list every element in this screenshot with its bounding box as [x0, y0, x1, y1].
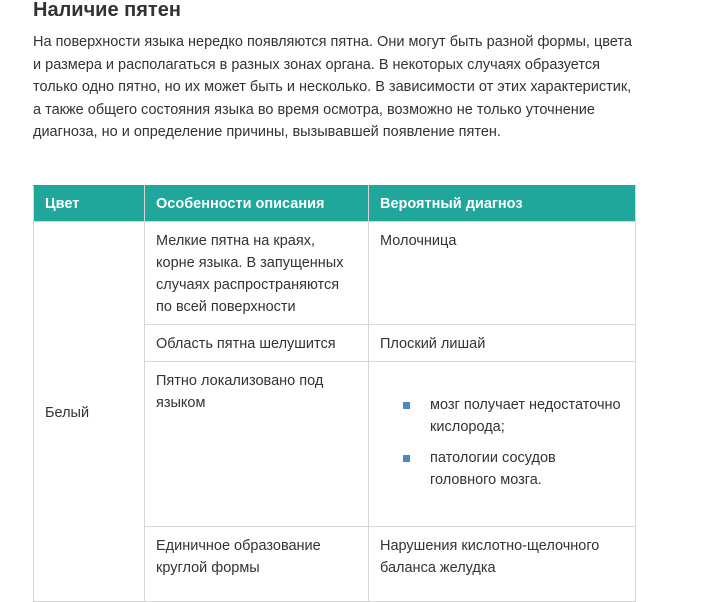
diagnosis-list [380, 394, 624, 491]
diagnosis-cell: Плоский лишай [369, 325, 636, 362]
description-cell: Область пятна шелушится [145, 325, 369, 362]
description-cell: Пятно локализовано под языком [145, 362, 369, 527]
description-cell: Мелкие пятна на краях, корне языка. В запущенных случаях распространяются по всей поверхности [145, 222, 369, 325]
diagnosis-cell: Молочница [369, 222, 636, 325]
list-item-text: мозг получает недостаточно кислорода; [430, 397, 621, 435]
header-description: Особенности описания [145, 186, 369, 222]
list-item-text: патологии сосудов головного мозга. [430, 450, 556, 488]
color-cell: Белый [34, 222, 145, 602]
table-header-row [34, 186, 636, 222]
diagnosis-cell [369, 362, 636, 527]
description-cell: Единичное образование круглой формы [145, 527, 369, 602]
table-row [34, 222, 636, 325]
section-intro: На поверхности языка нередко появляются пятна. Они могут быть разной формы, цвета и размера и располагаться в разных зонах органа. В некоторых случаях образуется только одно пятно, но их может быть и несколько. В зависимости от этих характеристик, а также общего состояния языка во время осмотра, возможно не только уточнение диагноза, но и определение причины, вызывавшей появление пятен. [33, 34, 632, 140]
square-bullet-icon [403, 455, 410, 462]
list-item [430, 394, 624, 438]
section-title: Наличие пятен [33, 0, 181, 21]
list-item [430, 447, 624, 491]
symptom-table [33, 185, 636, 602]
header-diagnosis: Вероятный диагноз [369, 186, 636, 222]
square-bullet-icon [403, 402, 410, 409]
diagnosis-cell: Нарушения кислотно-щелочного баланса желудка [369, 527, 636, 602]
header-color: Цвет [34, 186, 145, 222]
